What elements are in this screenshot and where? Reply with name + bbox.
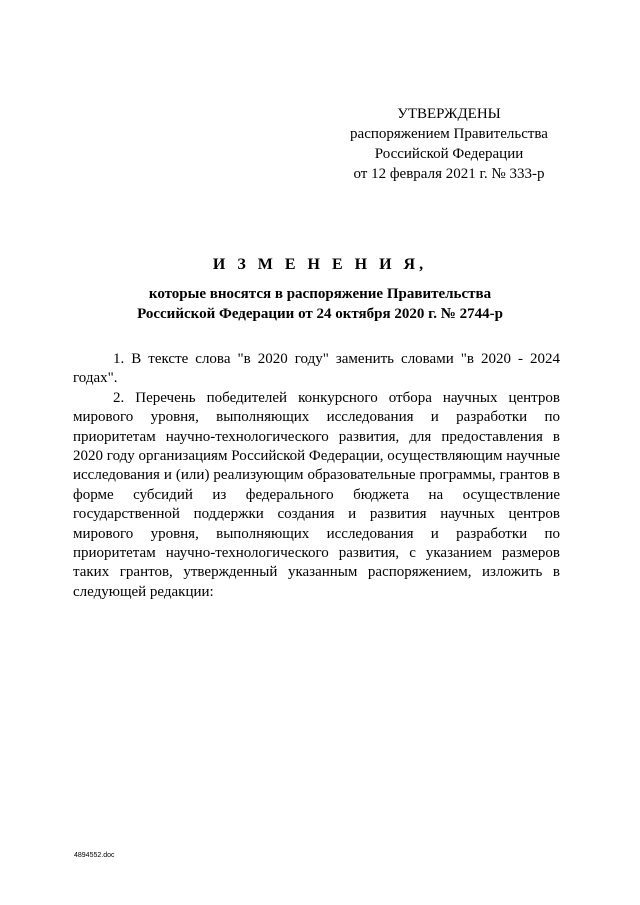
approval-line-federation: Российской Федерации [374,146,524,162]
file-code: 4894552.doc [74,852,115,859]
subtitle-line-2: Российской Федерации от 24 октября 2020 г. № 2744-р [137,306,503,322]
paragraph-2: 2. Перечень победителей конкурсного отбора научных центров мирового уровня, выполняющих исследования и разработки по приоритетам научно-технологического развития, для предоставления в 2020 году организациям Российской Федерации, осуществляющим научные исследования и (или) реализующим образовательные программы, грантов в форме субсидий из федерального бюджета на осуществление государственной поддержки создания и развития научных центров мирового уровня, выполняющих исследования и разработки по приоритетам научно-технологического развития, с указанием размеров таких грантов, утвержденный указанным распоряжением, изложить в следующей редакции: [73,389,560,600]
approval-line-decree: распоряжением Правительства [350,126,548,142]
subtitle-line-1: которые вносятся в распоряжение Правительства [148,286,492,302]
approval-line-date: от 12 февраля 2021 г. № 333-р [353,166,545,182]
page-title: И З М Е Н Е Н И Я, [212,256,428,273]
document-heading [60,254,580,324]
paragraph-1: 1. В тексте слова "в 2020 году" заменить словами "в 2020 - 2024 годах". [73,351,560,387]
approval-title: УТВЕРЖДЕНЫ [397,106,501,122]
approval-stamp [340,104,558,184]
document-body [73,350,560,602]
